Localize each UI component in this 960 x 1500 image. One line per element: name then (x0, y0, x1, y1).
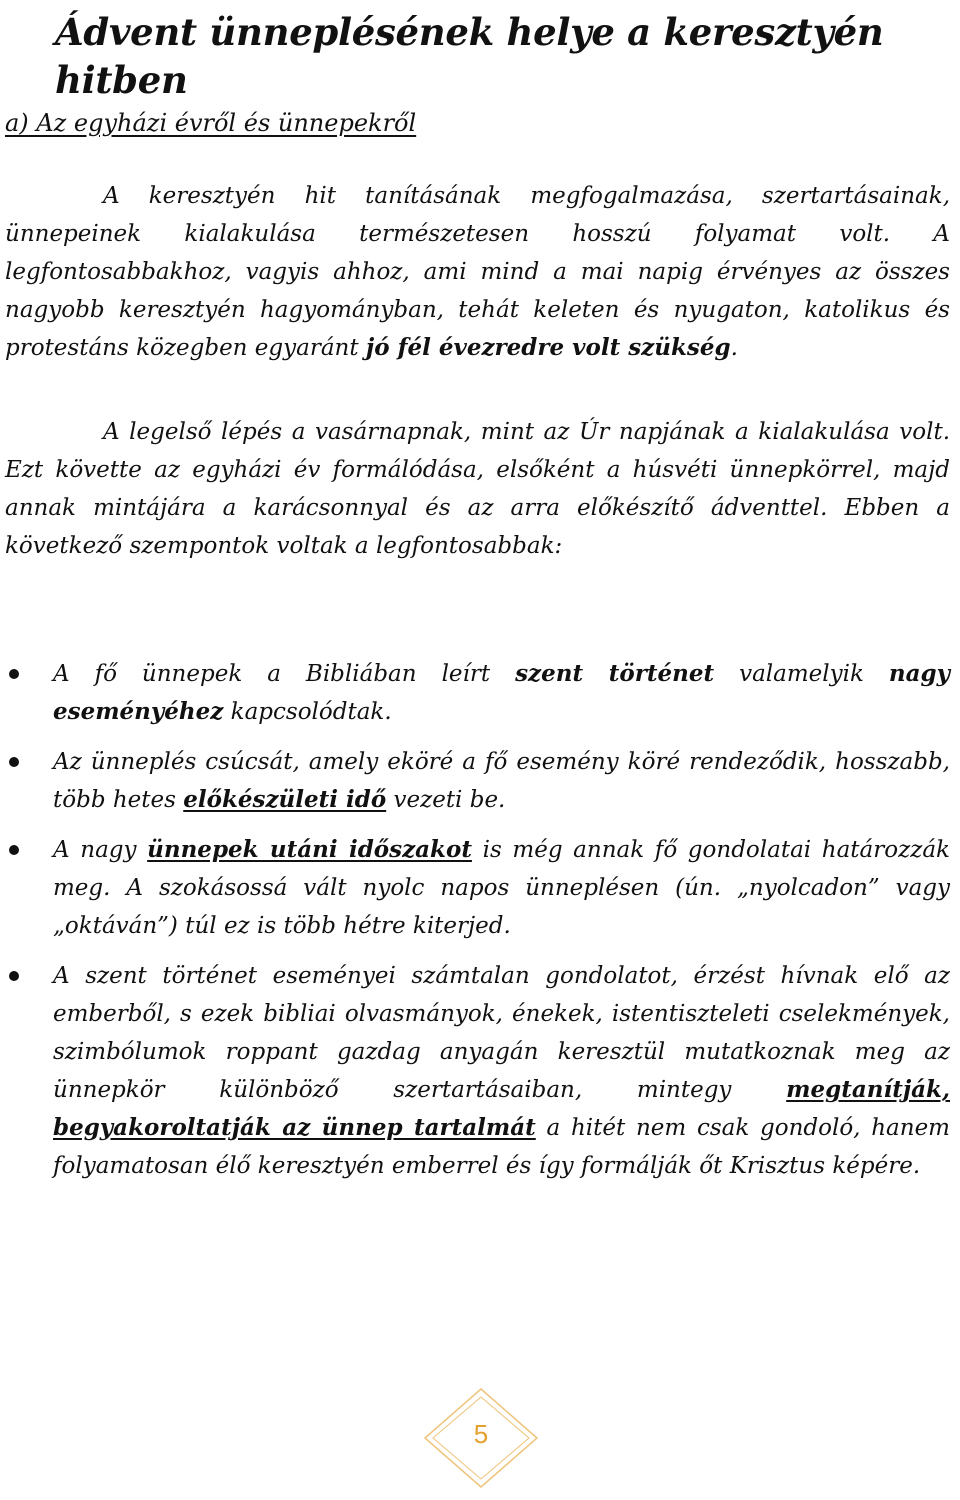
list-item-text: A fő ünnepek a Bibliában leírt (53, 661, 516, 687)
list-item-text: valamelyik (714, 661, 889, 687)
bullet-dot-icon (9, 757, 19, 767)
section-heading: a) Az egyházi évről és ünnepekről (5, 109, 417, 137)
list-item-text: is még annak fő gondolatai határozzák meg. A szokásossá vált nyolc napos ünneplésen (ún. „nyolcadon” vagy „oktáván”) túl ez is több hétre kiterjed. (53, 837, 950, 939)
paragraph-text: A keresztyén hit tanításának megfogalmazása, szertartásainak, ünnepeinek kialakulása természetesen hosszú folyamat volt. A legfontosabbakhoz, vagyis ahhoz, ami mind a mai napig érvényes az összes nagyobb keresztyén hagyományban, tehát keleten és nyugaton, katolikus és protestáns közegben egyaránt (5, 183, 950, 361)
list-item (5, 831, 950, 945)
bullet-dot-icon (9, 669, 19, 679)
list-item (5, 957, 950, 1185)
list-item (5, 655, 950, 731)
paragraph-first-step: A legelső lépés a vasárnapnak, mint az Úr napjának a kialakulása volt. Ezt követte az egyházi év formálódása, elsőként a húsvéti ünnepkörrel, majd annak mintájára a karácsonnyal és az arra előkészítő ádventtel. Ebben a következő szempontok voltak a legfontosabbak: (5, 419, 950, 559)
list-item-underlined: megtanítják, begyakoroltatják az ünnep tartalmát (53, 1076, 950, 1141)
list-item-text: a hitét nem csak gondoló, hanem folyamatosan élő keresztyén emberrel és így formálják őt Krisztus képére. (53, 1115, 950, 1179)
list-item-underlined: ünnepek utáni időszakot (147, 836, 472, 863)
bullet-dot-icon (9, 845, 19, 855)
page-number: 5 (473, 1419, 489, 1449)
list-item-text: A szent történet eseményei számtalan gondolatot, érzést hívnak elő az emberből, s ezek bibliai olvasmányok, énekek, istentiszteleti cselekmények, szimbólumok roppant gazdag anyagán keresztül mutatkoznak meg az ünnepkör különböző szertartásaiban, mintegy (53, 963, 950, 1103)
list-item-text: kapcsolódtak. (223, 699, 392, 725)
list-item-text: vezeti be. (386, 787, 506, 813)
list-item-underlined: előkészületi idő (183, 786, 387, 813)
paragraph-emphasis: jó fél évezredre volt szükség (365, 334, 731, 361)
list-item-emphasis: szent történet (515, 660, 715, 687)
paragraph-end: . (730, 335, 738, 361)
page-title: Ádvent ünneplésének helye a keresztyén hitben (55, 10, 884, 102)
list-item (5, 743, 950, 819)
bullet-dot-icon (9, 971, 19, 981)
page-number-ornament (419, 1383, 543, 1493)
paragraph-church-year (5, 177, 950, 367)
list-item-emphasis: nagy eseményéhez (53, 660, 950, 725)
list-item-text: Az ünneplés csúcsát, amely eköré a fő esemény köré rendeződik, hosszabb, több hetes (53, 749, 950, 813)
bullet-list (5, 655, 950, 1197)
list-item-text: A nagy (53, 837, 148, 863)
